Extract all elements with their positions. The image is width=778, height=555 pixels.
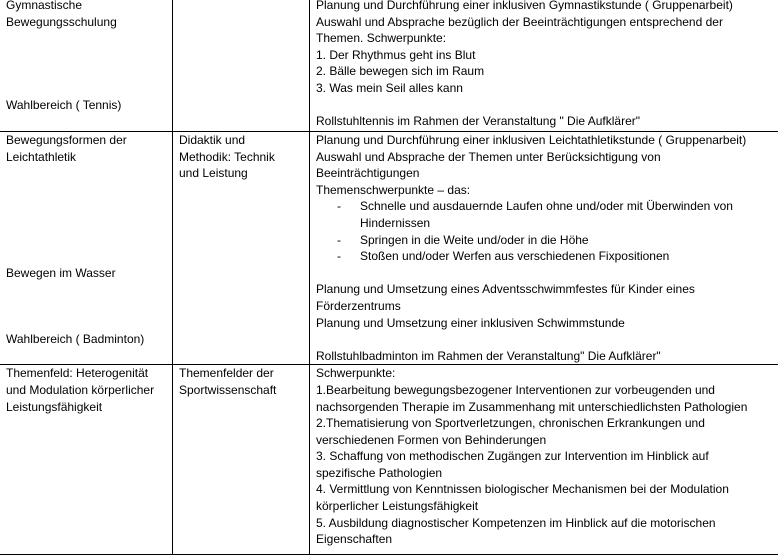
cell-text: Planung und Durchführung einer inklusiven Leichtathletikstunde ( Gruppenarbeit) (316, 132, 774, 149)
cell-text: Themen. Schwerpunkte: (316, 30, 774, 47)
cell-text: Rollstuhlbadminton im Rahmen der Veranstaltung" Die Aufklärer" (316, 348, 774, 365)
cell-text: Planung und Umsetzung einer inklusiven Schwimmstunde (316, 315, 774, 332)
category-cell (173, 0, 310, 132)
module-cell (0, 365, 173, 555)
content-cell (310, 132, 778, 365)
cell-text: Auswahl und Absprache bezüglich der Beeinträchtigungen entsprechend der (316, 14, 774, 31)
cell-text: 5. Ausbildung diagnostischer Kompetenzen im Hinblick auf die motorischen (316, 515, 774, 532)
cell-text: Schwerpunkte: (316, 365, 774, 382)
cell-text: Hindernissen (360, 215, 774, 232)
bullet-dash: - (337, 232, 341, 249)
cell-text: Planung und Umsetzung eines Adventsschwimmfestes für Kinder eines (316, 281, 774, 298)
cell-text: Wahlbereich ( Tennis) (6, 97, 168, 114)
cell-text: 1.Bearbeitung bewegungsbezogener Interventionen zur vorbeugenden und (316, 382, 774, 399)
cell-text: Springen in die Weite und/oder in die Höhe (360, 232, 774, 249)
cell-text: Förderzentrums (316, 298, 774, 315)
cell-text: 4. Vermittlung von Kenntnissen biologischer Mechanismen bei der Modulation (316, 481, 774, 498)
cell-text: und Leistung (179, 165, 305, 182)
cell-text: 1. Der Rhythmus geht ins Blut (316, 47, 774, 64)
cell-text: Rollstuhltennis im Rahmen der Veranstaltung " Die Aufklärer" (316, 113, 774, 130)
cell-text: Leistungsfähigkeit (6, 399, 168, 416)
cell-text: Wahlbereich ( Badminton) (6, 331, 168, 348)
cell-text: Themenschwerpunkte – das: (316, 182, 774, 199)
cell-text: nachsorgenden Therapie im Zusammenhang mit unterschiedlichsten Pathologien (316, 399, 774, 416)
cell-text: körperlicher Leistungsfähigkeit (316, 498, 774, 515)
category-cell (173, 132, 310, 365)
table-row (0, 0, 778, 132)
bullet-dash: - (337, 248, 341, 265)
bullet-item (316, 232, 774, 249)
cell-text: 2.Thematisierung von Sportverletzungen, chronischen Erkrankungen und (316, 415, 774, 432)
cell-text: Themenfeld: Heterogenität (6, 365, 168, 382)
cell-text: Gymnastische (6, 0, 168, 14)
cell-text: Auswahl und Absprache der Themen unter Berücksichtigung von (316, 149, 774, 166)
content-cell (310, 365, 778, 555)
cell-text: Themenfelder der (179, 365, 305, 382)
cell-text: Methodik: Technik (179, 149, 305, 166)
cell-text: 3. Was mein Seil alles kann (316, 80, 774, 97)
table-row (0, 132, 778, 365)
cell-text: Beeinträchtigungen (316, 165, 774, 182)
cell-text: Eigenschaften (316, 531, 774, 548)
bullet-dash: - (337, 198, 341, 215)
cell-text: verschiedenen Formen von Behinderungen (316, 432, 774, 449)
cell-text: 2. Bälle bewegen sich im Raum (316, 63, 774, 80)
cell-text: Bewegungsformen der (6, 132, 168, 149)
cell-text: Bewegungsschulung (6, 14, 168, 31)
cell-text: Schnelle und ausdauernde Laufen ohne und/oder mit Überwinden von (360, 198, 774, 215)
cell-text: Leichtathletik (6, 149, 168, 166)
cell-text: Bewegen im Wasser (6, 265, 168, 282)
module-cell (0, 0, 173, 132)
cell-text: Planung und Durchführung einer inklusiven Gymnastikstunde ( Gruppenarbeit) (316, 0, 774, 14)
content-cell (310, 0, 778, 132)
category-cell (173, 365, 310, 555)
cell-text: Stoßen und/oder Werfen aus verschiedenen Fixpositionen (360, 248, 774, 265)
cell-text: Didaktik und (179, 132, 305, 149)
cell-text: spezifische Pathologien (316, 465, 774, 482)
cell-text: und Modulation körperlicher (6, 382, 168, 399)
cell-text: 3. Schaffung von methodischen Zugängen zur Intervention im Hinblick auf (316, 448, 774, 465)
cell-text: Sportwissenschaft (179, 382, 305, 399)
table-row (0, 365, 778, 555)
bullet-item (316, 248, 774, 265)
bullet-item (316, 198, 774, 231)
module-cell (0, 132, 173, 365)
